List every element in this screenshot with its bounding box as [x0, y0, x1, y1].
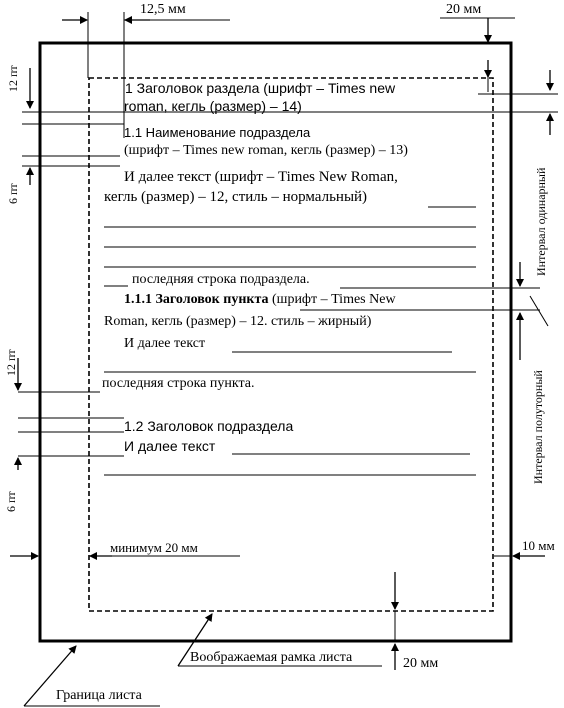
section-heading-line-1: 1 Заголовок раздела (шрифт – Times new	[125, 80, 396, 96]
subsection-last-line: последняя строка подраздела.	[132, 272, 310, 287]
top-margin-label: 20 мм	[446, 2, 482, 17]
body-text-line-2: кегль (размер) – 12, стиль – нормальный)	[104, 189, 368, 205]
bottom-margin-label: 20 мм	[403, 656, 439, 671]
pt12-bottom-label: 12 пт	[4, 349, 18, 376]
pt12-top-label: 12 пт	[6, 65, 20, 92]
pt6-bottom-label: 6 пт	[4, 491, 18, 512]
subsection-title-line-2: (шрифт – Times new roman, кегль (размер) – 13)	[124, 143, 408, 158]
subsection-title-line-1: 1.1 Наименование подраздела	[124, 125, 311, 140]
left-spacing-bottom	[18, 358, 124, 470]
sheet-border-label: Граница листа	[56, 688, 142, 703]
right-margin-label: 10 мм	[522, 538, 555, 553]
point-heading-line-1	[124, 292, 396, 308]
left-min-label: минимум 20 мм	[110, 540, 198, 555]
point-heading-line-2: Roman, кегль (размер) – 12. стиль – жирный)	[104, 314, 372, 329]
point-last-line: последняя строка пункта.	[102, 376, 255, 391]
half-interval-label: Интервал полуторный	[531, 370, 545, 484]
subsection2-heading: 1.2 Заголовок подраздела	[124, 418, 294, 434]
single-interval-label: Интервал одинарный	[534, 167, 548, 276]
point-heading-bold: 1.1.1 Заголовок пункта	[124, 292, 269, 307]
right-single-interval	[478, 70, 558, 135]
point-heading-rest: (шрифт – Times New	[272, 292, 396, 307]
imaginary-frame-label: Воображаемая рамка листа	[190, 650, 353, 665]
top-right-dimension	[440, 18, 515, 92]
top-left-dimension	[62, 12, 230, 138]
left-margin-label: 12,5 мм	[140, 2, 186, 17]
body-text-line-1: И далее текст (шрифт – Times New Roman,	[124, 169, 398, 185]
pt6-top-label: 6 пт	[6, 183, 20, 204]
point-body-text: И далее текст	[124, 336, 206, 351]
section-heading-line-2: roman, кегль (размер) – 14)	[124, 98, 302, 114]
subsection2-body: И далее текст	[124, 438, 216, 454]
